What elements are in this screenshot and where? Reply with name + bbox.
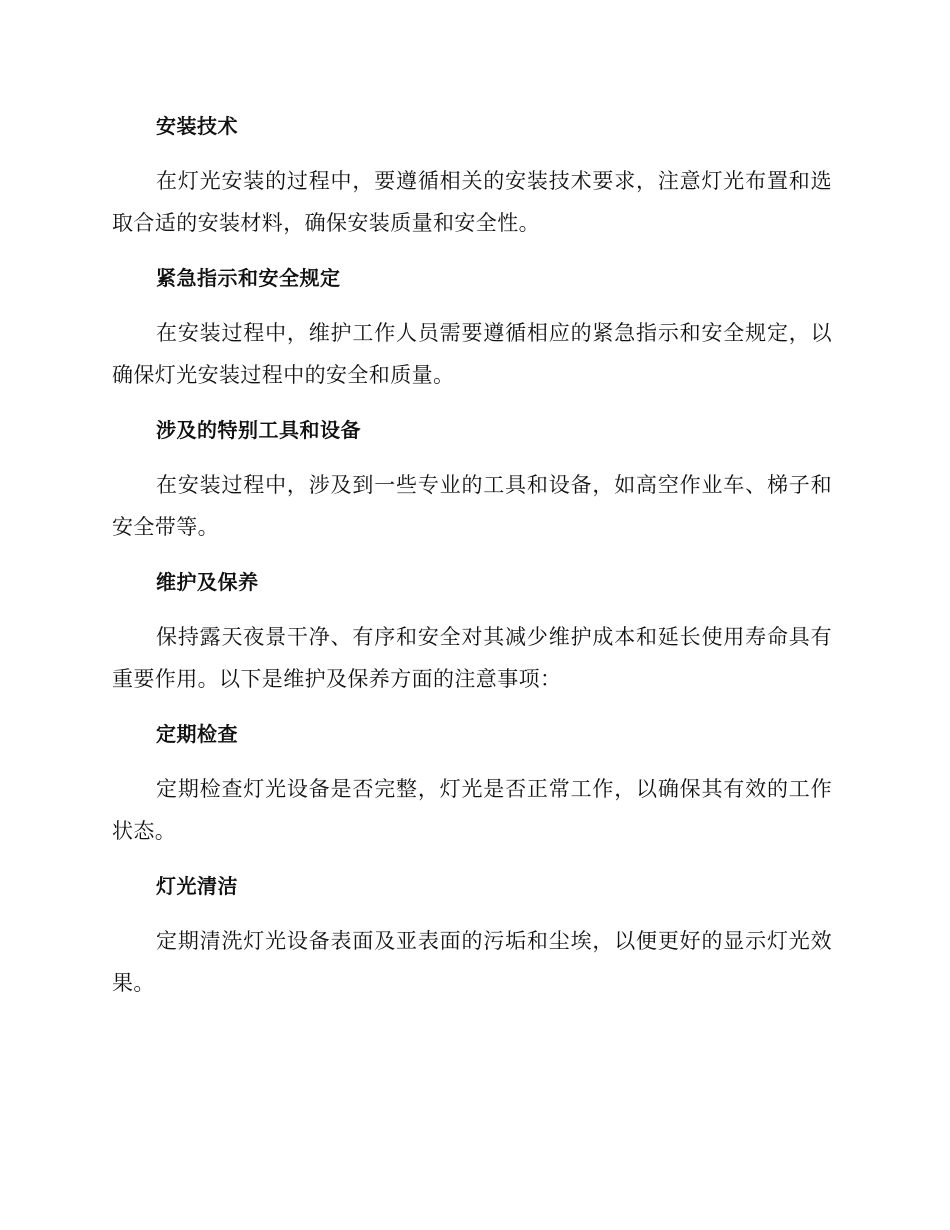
section-heading: 定期检查: [156, 722, 238, 746]
section-light-cleaning: [112, 868, 832, 1004]
section-emergency-safety: [112, 260, 832, 396]
section-heading: 安装技术: [156, 114, 238, 138]
section-paragraph: 在安装过程中，维护工作人员需要遵循相应的紧急指示和安全规定，以确保灯光安装过程中的安全和质量。: [112, 321, 832, 387]
section-maintenance: [112, 564, 832, 700]
section-heading: 维护及保养: [156, 570, 259, 594]
section-paragraph: 定期检查灯光设备是否完整，灯光是否正常工作，以确保其有效的工作状态。: [112, 777, 832, 843]
document-content: [112, 108, 832, 1020]
section-heading: 紧急指示和安全规定: [156, 266, 341, 290]
section-paragraph: 保持露天夜景干净、有序和安全对其减少维护成本和延长使用寿命具有重要作用。以下是维护及保养方面的注意事项：: [112, 625, 832, 691]
section-paragraph: 定期清洗灯光设备表面及亚表面的污垢和尘埃，以便更好的显示灯光效果。: [112, 929, 832, 995]
section-paragraph: 在安装过程中，涉及到一些专业的工具和设备，如高空作业车、梯子和安全带等。: [112, 473, 832, 539]
section-special-tools: [112, 412, 832, 548]
section-heading: 灯光清洁: [156, 874, 238, 898]
section-regular-inspection: [112, 716, 832, 852]
section-paragraph: 在灯光安装的过程中，要遵循相关的安装技术要求，注意灯光布置和选取合适的安装材料，确保安装质量和安全性。: [112, 169, 832, 235]
section-installation-technique: [112, 108, 832, 244]
section-heading: 涉及的特别工具和设备: [156, 418, 361, 442]
